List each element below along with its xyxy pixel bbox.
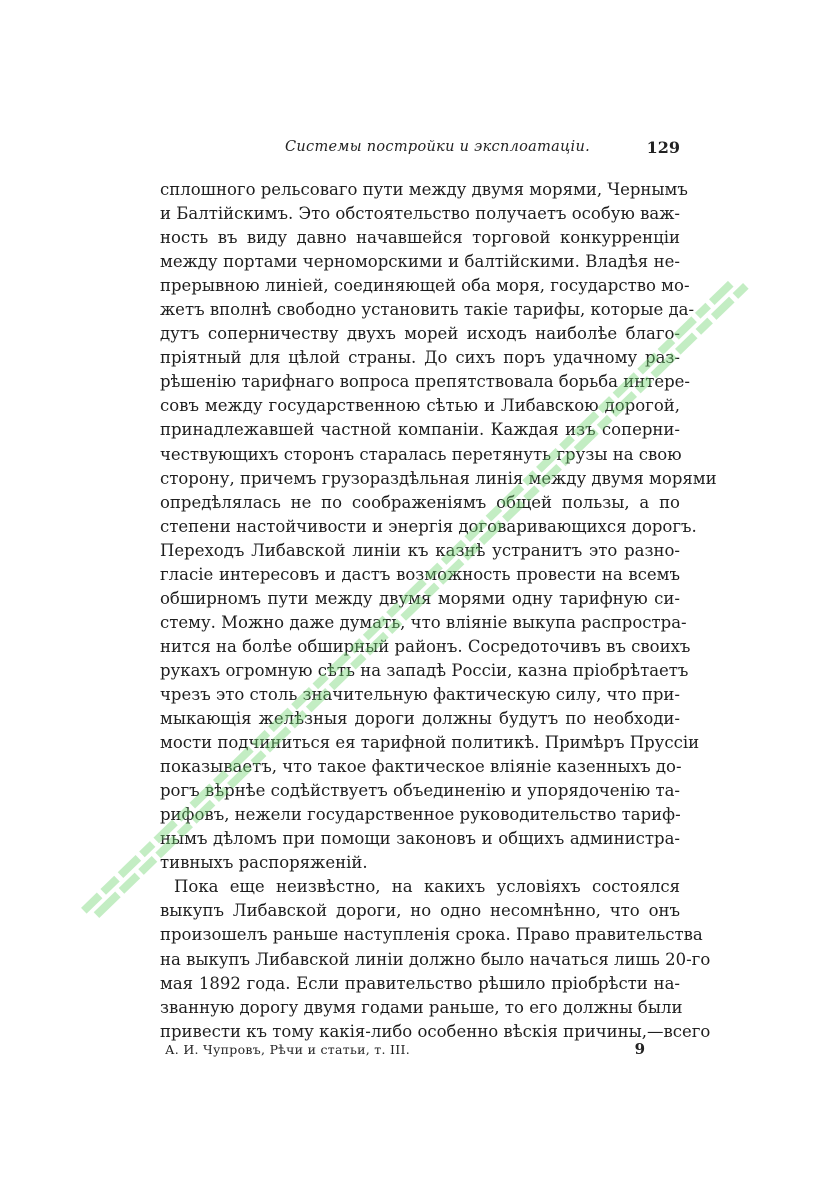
text-line: гласіе интересовъ и дастъ возможность провести на всемъ xyxy=(160,564,680,584)
body-text xyxy=(160,178,717,1044)
text-line: чрезъ это столь значительную фактическую силу, что при- xyxy=(160,684,680,704)
text-line: дутъ соперничеству двухъ морей исходъ наиболѣе благо- xyxy=(160,324,680,344)
text-line: мыкающія желѣзныя дороги должны будутъ по необходи- xyxy=(160,709,680,729)
text-line: стему. Можно даже думать, что вліяніе выкупа распростра- xyxy=(160,612,687,632)
text-line: принадлежавшей частной компаніи. Каждая изъ соперни- xyxy=(160,420,680,440)
text-line: показываетъ, что такое фактическое вліяніе казенныхъ до- xyxy=(160,757,682,777)
text-line: ность въ виду давно начавшейся торговой конкурренціи xyxy=(160,228,680,248)
watermark-stripe xyxy=(696,318,713,335)
watermark-stripe xyxy=(138,856,157,875)
text-line: нымъ дѣломъ при помощи законовъ и общихъ администра- xyxy=(160,829,680,849)
text-line: званную дорогу двумя годами раньше, то его должны были xyxy=(160,997,683,1017)
paragraph-start-line: Пока еще неизвѣстно, на какихъ условіяхъ состоялся xyxy=(174,877,680,897)
page-number: 129 xyxy=(646,138,680,157)
text-line: рогъ вѣрнѣе содѣйствуетъ объединенію и упорядоченію та- xyxy=(160,781,680,801)
text-line: чествующихъ сторонъ старалась перетянуть грузы на свою xyxy=(160,444,682,464)
text-line: сторону, причемъ грузораздѣльная линія между двумя морями xyxy=(160,468,717,488)
watermark-stripe xyxy=(100,876,119,895)
page-header xyxy=(160,139,680,159)
text-line: и Балтійскимъ. Это обстоятельство получаетъ особую важ- xyxy=(160,204,680,224)
text-line: между портами черноморскими и балтійскими. Владѣя не- xyxy=(160,252,680,272)
text-line: Переходъ Либавской линіи къ казнѣ устранитъ это разно- xyxy=(160,540,680,560)
running-title: Системы постройки и эксплоатаціи. xyxy=(285,139,591,155)
watermark-stripe xyxy=(94,892,121,919)
watermark-stripe xyxy=(81,893,102,914)
text-line: жетъ вполнѣ свободно установить такіе тарифы, которые да- xyxy=(160,300,695,320)
watermark-stripe xyxy=(695,303,711,319)
text-line: мая 1892 года. Если правительство рѣшило пріобрѣсти на- xyxy=(160,973,680,993)
sheet-mark: 9 xyxy=(634,1040,645,1058)
text-line: на выкупъ Либавской линіи должно было начаться лишь 20-го xyxy=(160,949,711,969)
text-line: выкупъ Либавской дороги, но одно несомнѣнно, что онъ xyxy=(160,901,680,921)
watermark-stripe xyxy=(709,281,734,305)
text-line: степени настойчивости и энергія договаривающихся дорогъ. xyxy=(160,516,697,536)
text-line: совъ между государственною сѣтью и Либавскою дорогой, xyxy=(160,396,680,416)
watermark-stripe xyxy=(711,297,735,320)
text-line: привести къ тому какія-либо особенно вѣскія причины,—всего xyxy=(160,1021,711,1041)
text-line: сплошного рельсоваго пути между двумя морями, Чернымъ xyxy=(160,180,688,199)
text-line: пріятный для цѣлой страны. До сихъ поръ удачному раз- xyxy=(160,348,680,368)
signature-line: А. И. Чупровъ, Рѣчи и статьи, т. III. xyxy=(165,1042,411,1057)
watermark-stripe xyxy=(118,855,141,878)
watermark-stripe xyxy=(733,283,749,299)
text-line: мости подчиниться ея тарифной политикѣ. Примѣръ Пруссіи xyxy=(160,733,700,753)
text-line: опредѣлялась не по соображеніямъ общей пользы, а по xyxy=(160,492,680,512)
page-footer xyxy=(165,1042,645,1062)
text-line: рукахъ огромную сѣть на западѣ Россіи, казна пріобрѣтаетъ xyxy=(160,660,689,680)
paragraph-end-line: тивныхъ распоряженій. xyxy=(160,853,368,873)
text-line: прерывною линіей, соединяющей оба моря, государство мо- xyxy=(160,276,690,296)
text-line: произошелъ раньше наступленія срока. Право правительства xyxy=(160,925,703,945)
text-line: нится на болѣе обширный районъ. Сосредоточивъ въ своихъ xyxy=(160,636,691,656)
text-line: рифовъ, нежели государственное руководительство тариф- xyxy=(160,805,681,825)
watermark-stripe xyxy=(119,873,141,894)
text-line: обширномъ пути между двумя морями одну тарифную си- xyxy=(160,588,680,608)
watermark-stripe xyxy=(139,841,155,857)
text-line: рѣшенію тарифнаго вопроса препятствовала борьба интере- xyxy=(160,372,690,392)
